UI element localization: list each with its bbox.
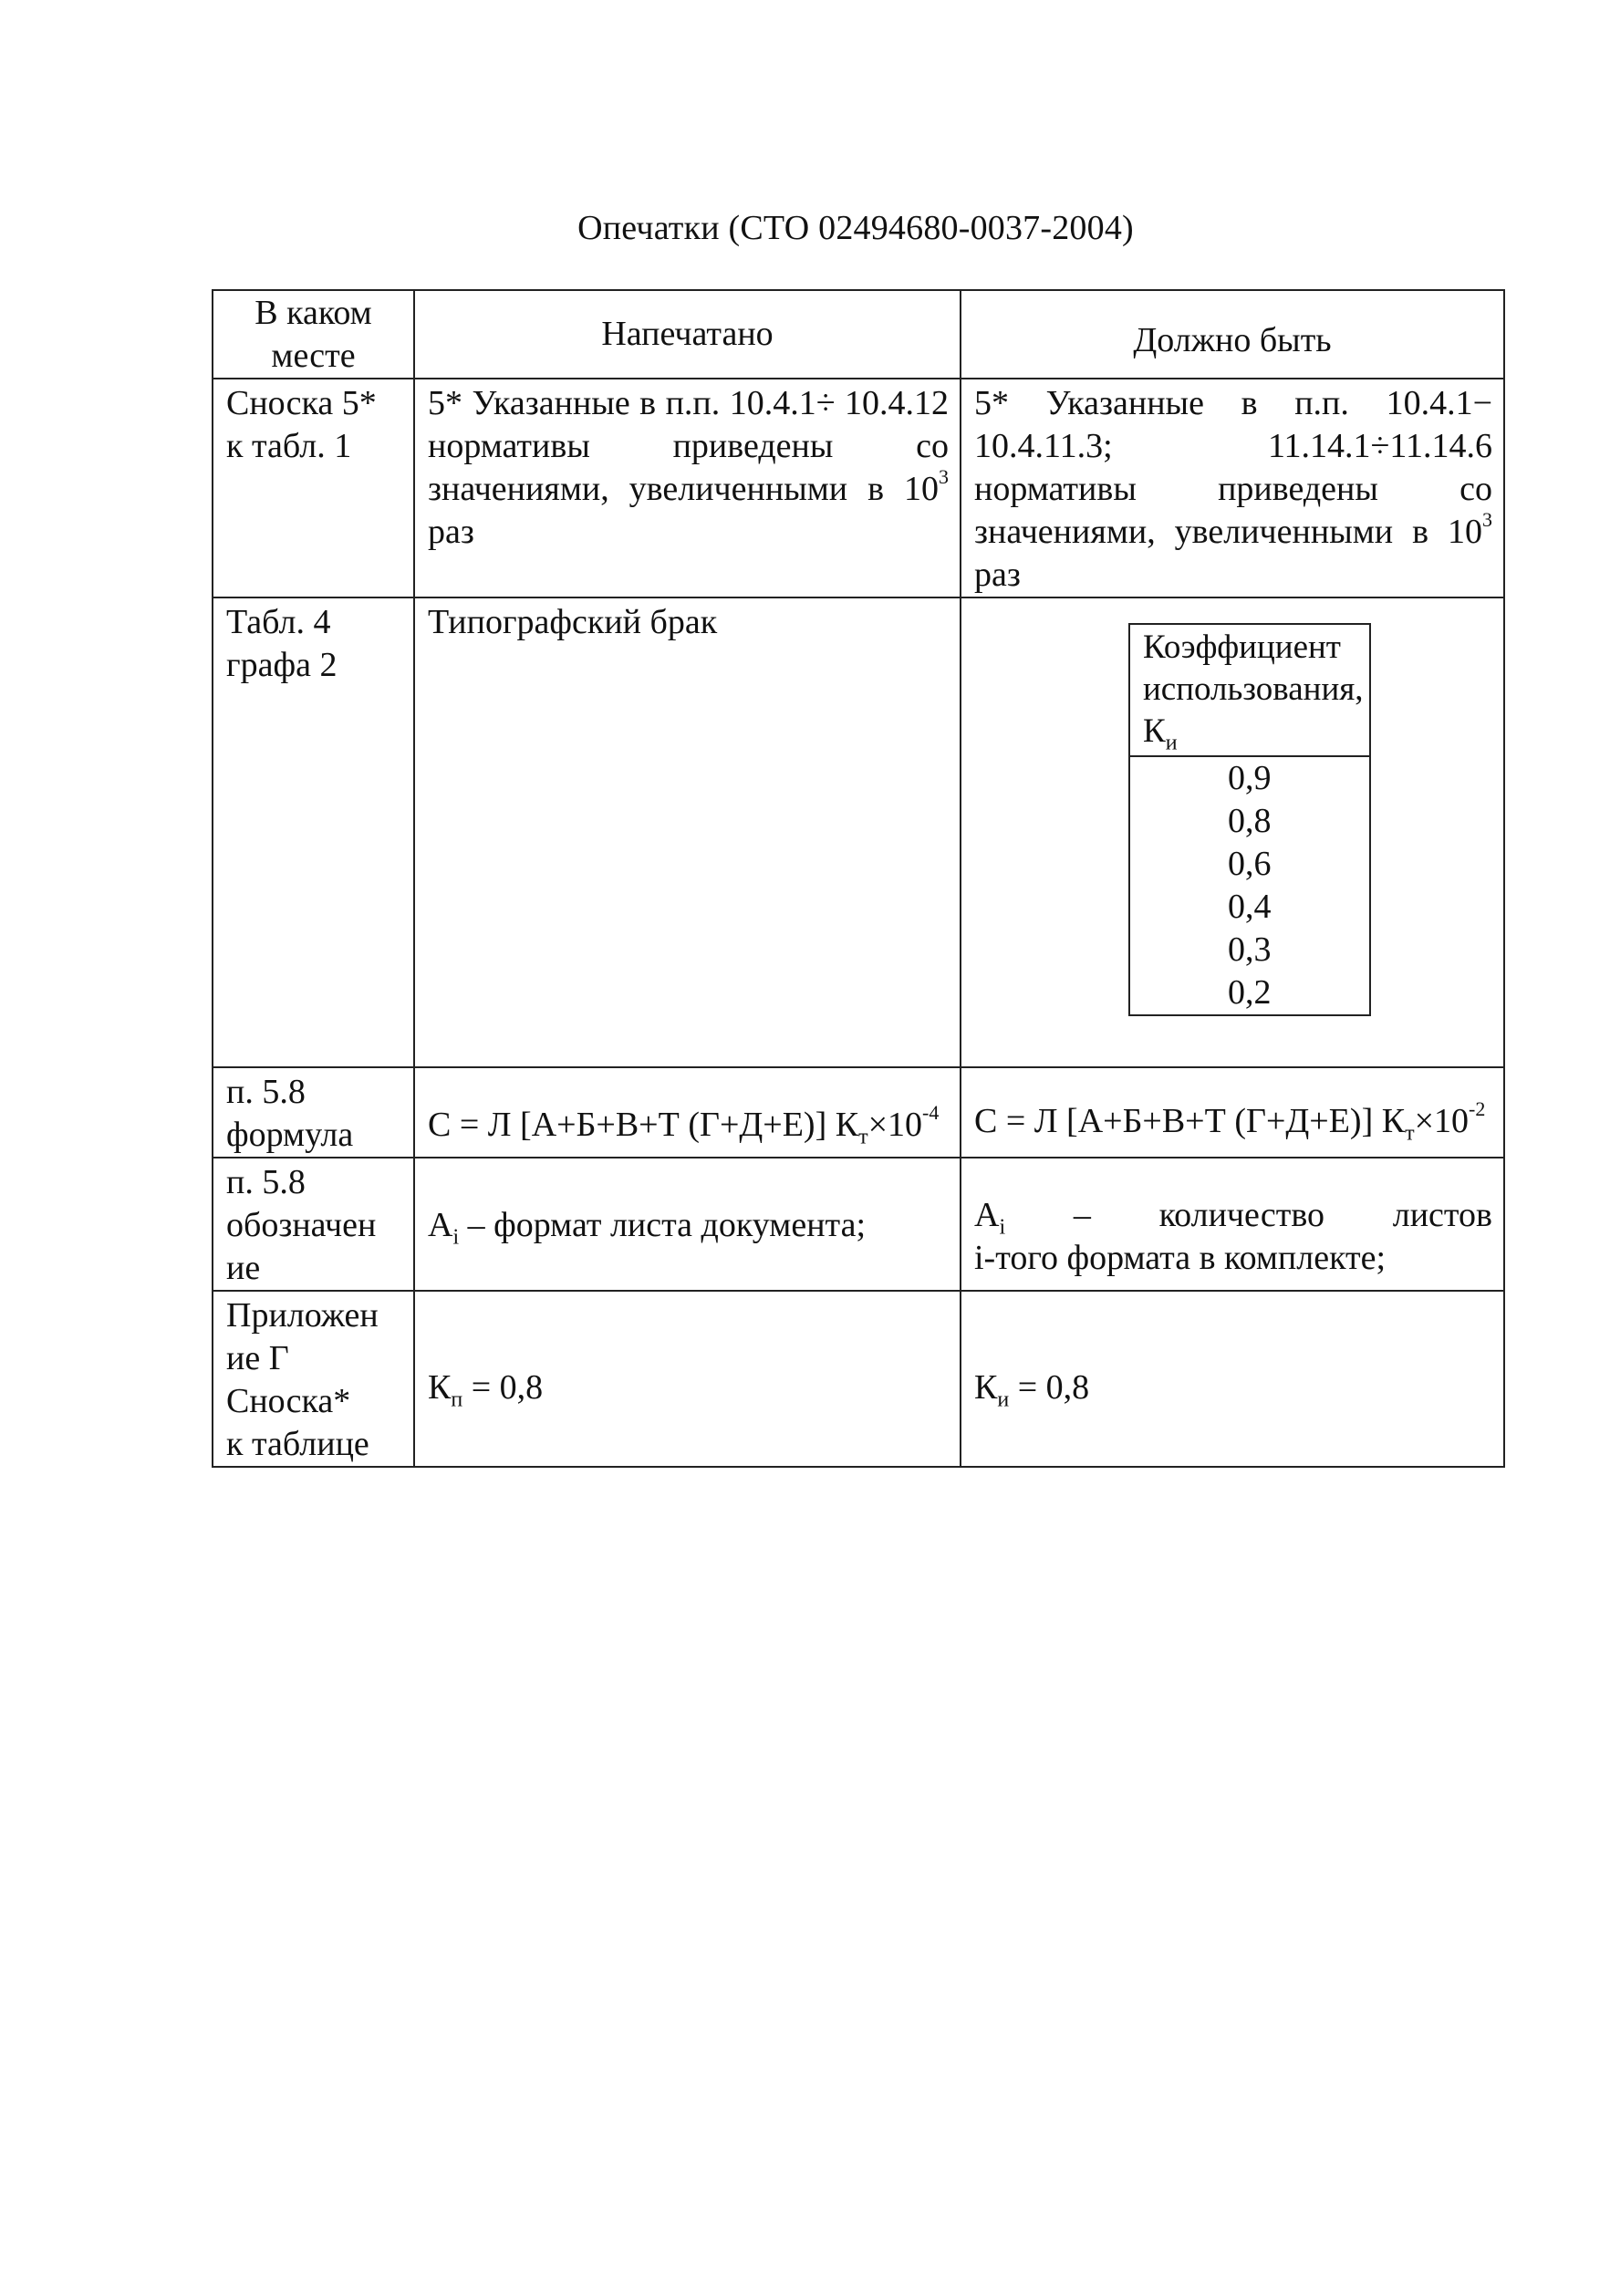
inner-value-row: [1129, 886, 1370, 929]
row2-printed: [414, 597, 961, 1067]
row5-correct-tail: = 0,8: [1009, 1368, 1090, 1407]
row3-place: [213, 1067, 414, 1158]
inner-header-sub: и: [1165, 731, 1178, 755]
row5-correct-sub: и: [997, 1387, 1010, 1412]
inner-table-wrap: [974, 601, 1492, 1016]
row4-correct-line2: i-того формата в комплекте;: [974, 1239, 1387, 1277]
row5-place-line3: к таблице: [226, 1425, 369, 1463]
row4-place-line1: п. 5.8: [226, 1163, 306, 1201]
inner-value: 0,9: [1228, 759, 1272, 797]
row3-correct-mid: ×10: [1414, 1102, 1470, 1140]
row2-correct: [961, 597, 1504, 1067]
row4-place: [213, 1158, 414, 1291]
row4-correct-text: А: [974, 1196, 1000, 1234]
inner-value: 0,8: [1228, 802, 1272, 840]
row1-printed: [414, 379, 961, 597]
row4-printed: [414, 1158, 961, 1291]
row4-correct-line1: [974, 1194, 1492, 1240]
row3-correct-exp: -2: [1469, 1097, 1486, 1121]
inner-value-row: [1129, 929, 1370, 971]
row5-correct: [961, 1291, 1504, 1467]
row4-correct: [961, 1158, 1504, 1291]
row4-printed-text: А: [428, 1206, 453, 1244]
inner-value: 0,6: [1228, 845, 1272, 883]
row3-printed-text: С = Л [А+Б+В+Т (Г+Д+Е)] К: [428, 1106, 859, 1144]
row3-place-line2: формула: [226, 1116, 354, 1154]
row5-printed-sub: п: [451, 1387, 463, 1412]
inner-value: 0,2: [1228, 973, 1272, 1012]
header-correct: Должно быть: [961, 290, 1504, 379]
row3-printed-sub: т: [858, 1125, 868, 1149]
inner-header-row: [1129, 624, 1370, 756]
table-header-row: [213, 290, 1504, 379]
row5-place-line1: Приложение Г: [226, 1296, 379, 1377]
row4-correct-sub: i: [999, 1215, 1006, 1240]
row3-place-line1: п. 5.8: [226, 1073, 306, 1111]
row5-place: [213, 1291, 414, 1467]
row5-printed-tail: = 0,8: [462, 1368, 544, 1407]
inner-value: 0,3: [1228, 930, 1272, 969]
document-title: Опечатки (СТО 02494680-0037-2004): [577, 209, 1134, 247]
errata-table: [212, 289, 1505, 1468]
row3-printed-mid: ×10: [867, 1106, 923, 1144]
row1-place: [213, 379, 414, 597]
inner-value-row: [1129, 971, 1370, 1015]
row5-correct-text: К: [974, 1368, 998, 1407]
inner-header-cell: [1129, 624, 1370, 756]
row2-printed-text: Типографский брак: [428, 603, 718, 641]
table-row-formula: [213, 1067, 1504, 1158]
row4-correct-dash: –: [1073, 1196, 1091, 1234]
row2-place-line2: графа 2: [226, 646, 338, 684]
row4-correct-word1: количество: [1158, 1196, 1325, 1234]
row2-place-line1: Табл. 4: [226, 603, 331, 641]
row1-correct: [961, 379, 1504, 597]
table-row-appendix: [213, 1291, 1504, 1467]
header-place-text: В каком месте: [254, 293, 372, 375]
inner-header-text: Коэффициент использования, К: [1143, 629, 1364, 750]
row1-printed-exp: 3: [939, 465, 949, 489]
row1-printed-tail: раз: [428, 513, 474, 551]
row1-correct-text: 5* Указанные в п.п. 10.4.1− 10.4.11.3; 11.14.1÷11.14.6 нормативы приведены со значениями, увеличенными в 10: [974, 384, 1492, 551]
row4-correct-word2: листов: [1392, 1196, 1492, 1234]
inner-value-row: [1129, 843, 1370, 886]
row3-correct: [961, 1067, 1504, 1158]
row4-printed-sub: i: [452, 1225, 460, 1250]
inner-value: 0,4: [1228, 888, 1272, 926]
row3-printed: [414, 1067, 961, 1158]
row3-correct-text: С = Л [А+Б+В+Т (Г+Д+Е)] К: [974, 1102, 1406, 1140]
row5-printed: [414, 1291, 961, 1467]
table-row-designation: [213, 1158, 1504, 1291]
table-row-table4: [213, 597, 1504, 1067]
row5-printed-text: К: [428, 1368, 452, 1407]
inner-coefficient-table: [1128, 623, 1371, 1016]
table-row-footnote: [213, 379, 1504, 597]
row1-place-line1: Сноска 5*: [226, 384, 377, 422]
row1-printed-text: 5* Указанные в п.п. 10.4.1÷ 10.4.12 нормативы приведены со значениями, увеличенными в 10: [428, 384, 949, 508]
row2-place: [213, 597, 414, 1067]
row1-correct-tail: раз: [974, 556, 1021, 594]
row4-correct-symbol: [974, 1194, 1006, 1240]
row1-correct-exp: 3: [1482, 508, 1492, 532]
inner-value-row: [1129, 756, 1370, 800]
row4-printed-tail: – формат листа документа;: [459, 1206, 867, 1244]
row3-printed-exp: -4: [922, 1101, 940, 1125]
inner-value-row: [1129, 800, 1370, 843]
row4-place-line2: обозначение: [226, 1206, 377, 1287]
row5-place-line2: Сноска*: [226, 1382, 351, 1420]
row3-correct-sub: т: [1405, 1121, 1415, 1146]
header-place: [213, 290, 414, 379]
row1-place-line2: к табл. 1: [226, 427, 352, 465]
header-printed: Напечатано: [414, 290, 961, 379]
